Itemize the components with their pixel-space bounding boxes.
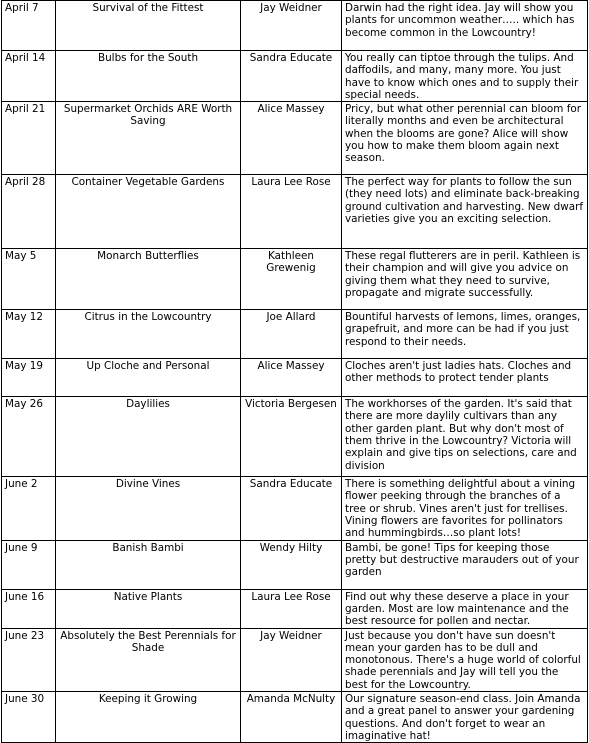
title-cell: Monarch Butterflies — [56, 249, 241, 310]
speaker-cell: Wendy Hilty — [241, 540, 342, 589]
speaker-cell: Kathleen Grewenig — [241, 249, 342, 310]
speaker-cell: Sandra Educate — [241, 51, 342, 102]
date-cell: April 21 — [2, 102, 56, 175]
date-cell: June 23 — [2, 628, 56, 691]
date-cell: May 5 — [2, 249, 56, 310]
schedule-table — [1, 0, 588, 743]
title-cell: Bulbs for the South — [56, 51, 241, 102]
speaker-cell: Sandra Educate — [241, 477, 342, 540]
table-row — [2, 628, 588, 691]
description-cell: Bambi, be gone! Tips for keeping those pretty but destructive marauders out of your garden — [342, 540, 588, 589]
speaker-cell: Victoria Bergesen — [241, 397, 342, 477]
table-row — [2, 175, 588, 249]
speaker-cell: Amanda McNulty — [241, 692, 342, 743]
description-cell: There is something delightful about a vining flower peeking through the branches of a tree or shrub. Vines aren't just for trellises. Vining flowers are favorites for pollinators and hummingbirds…so plant lots! — [342, 477, 588, 540]
table-row — [2, 397, 588, 477]
title-cell: Absolutely the Best Perennials for Shade — [56, 628, 241, 691]
title-cell: Banish Bambi — [56, 540, 241, 589]
date-cell: April 14 — [2, 51, 56, 102]
table-row — [2, 359, 588, 397]
table-row — [2, 51, 588, 102]
description-cell: Our signature season-end class. Join Amanda and a great panel to answer your gardening questions. And don't forget to wear an imaginative hat! — [342, 692, 588, 743]
table-row — [2, 540, 588, 589]
description-cell: Pricy, but what other perennial can bloom for literally months and even be architectural when the blooms are gone? Alice will show you how to make them bloom again next season. — [342, 102, 588, 175]
title-cell: Keeping it Growing — [56, 692, 241, 743]
title-cell: Up Cloche and Personal — [56, 359, 241, 397]
speaker-cell: Alice Massey — [241, 102, 342, 175]
table-row — [2, 102, 588, 175]
description-cell: You really can tiptoe through the tulips. And daffodils, and many, many more. You just have to know which ones and to supply their special needs. — [342, 51, 588, 102]
date-cell: May 26 — [2, 397, 56, 477]
title-cell: Divine Vines — [56, 477, 241, 540]
date-cell: June 2 — [2, 477, 56, 540]
description-cell: Find out why these deserve a place in your garden. Most are low maintenance and the best resource for pollen and nectar. — [342, 589, 588, 628]
table-row — [2, 589, 588, 628]
date-cell: June 16 — [2, 589, 56, 628]
table-row — [2, 1, 588, 51]
table-row — [2, 692, 588, 743]
speaker-cell: Laura Lee Rose — [241, 175, 342, 249]
description-cell: Just because you don't have sun doesn't mean your garden has to be dull and monotonous. There's a huge world of colorful shade perennials and Jay will tell you the best for the Lowcountry. — [342, 628, 588, 691]
speaker-cell: Jay Weidner — [241, 628, 342, 691]
title-cell: Daylilies — [56, 397, 241, 477]
title-cell: Survival of the Fittest — [56, 1, 241, 51]
table-row — [2, 310, 588, 359]
speaker-cell: Joe Allard — [241, 310, 342, 359]
date-cell: June 30 — [2, 692, 56, 743]
title-cell: Native Plants — [56, 589, 241, 628]
title-cell: Supermarket Orchids ARE Worth Saving — [56, 102, 241, 175]
title-cell: Citrus in the Lowcountry — [56, 310, 241, 359]
date-cell: June 9 — [2, 540, 56, 589]
description-cell: The perfect way for plants to follow the sun (they need lots) and eliminate back-breaking ground cultivation and harvesting. New dwarf varieties give you an exciting selection. — [342, 175, 588, 249]
table-row — [2, 477, 588, 540]
description-cell: Cloches aren't just ladies hats. Cloches and other methods to protect tender plants — [342, 359, 588, 397]
date-cell: April 28 — [2, 175, 56, 249]
date-cell: May 12 — [2, 310, 56, 359]
speaker-cell: Alice Massey — [241, 359, 342, 397]
description-cell: Bountiful harvests of lemons, limes, oranges, grapefruit, and more can be had if you just respond to their needs. — [342, 310, 588, 359]
date-cell: April 7 — [2, 1, 56, 51]
table-row — [2, 249, 588, 310]
title-cell: Container Vegetable Gardens — [56, 175, 241, 249]
date-cell: May 19 — [2, 359, 56, 397]
description-cell: The workhorses of the garden. It's said that there are more daylily cultivars than any other garden plant. But why don't most of them thrive in the Lowcountry? Victoria will explain and give tips on selections, care and division — [342, 397, 588, 477]
speaker-cell: Jay Weidner — [241, 1, 342, 51]
description-cell: Darwin had the right idea. Jay will show you plants for uncommon weather….. which has become common in the Lowcountry! — [342, 1, 588, 51]
speaker-cell: Laura Lee Rose — [241, 589, 342, 628]
description-cell: These regal flutterers are in peril. Kathleen is their champion and will give you advice on giving them what they need to survive, propagate and migrate successfully. — [342, 249, 588, 310]
